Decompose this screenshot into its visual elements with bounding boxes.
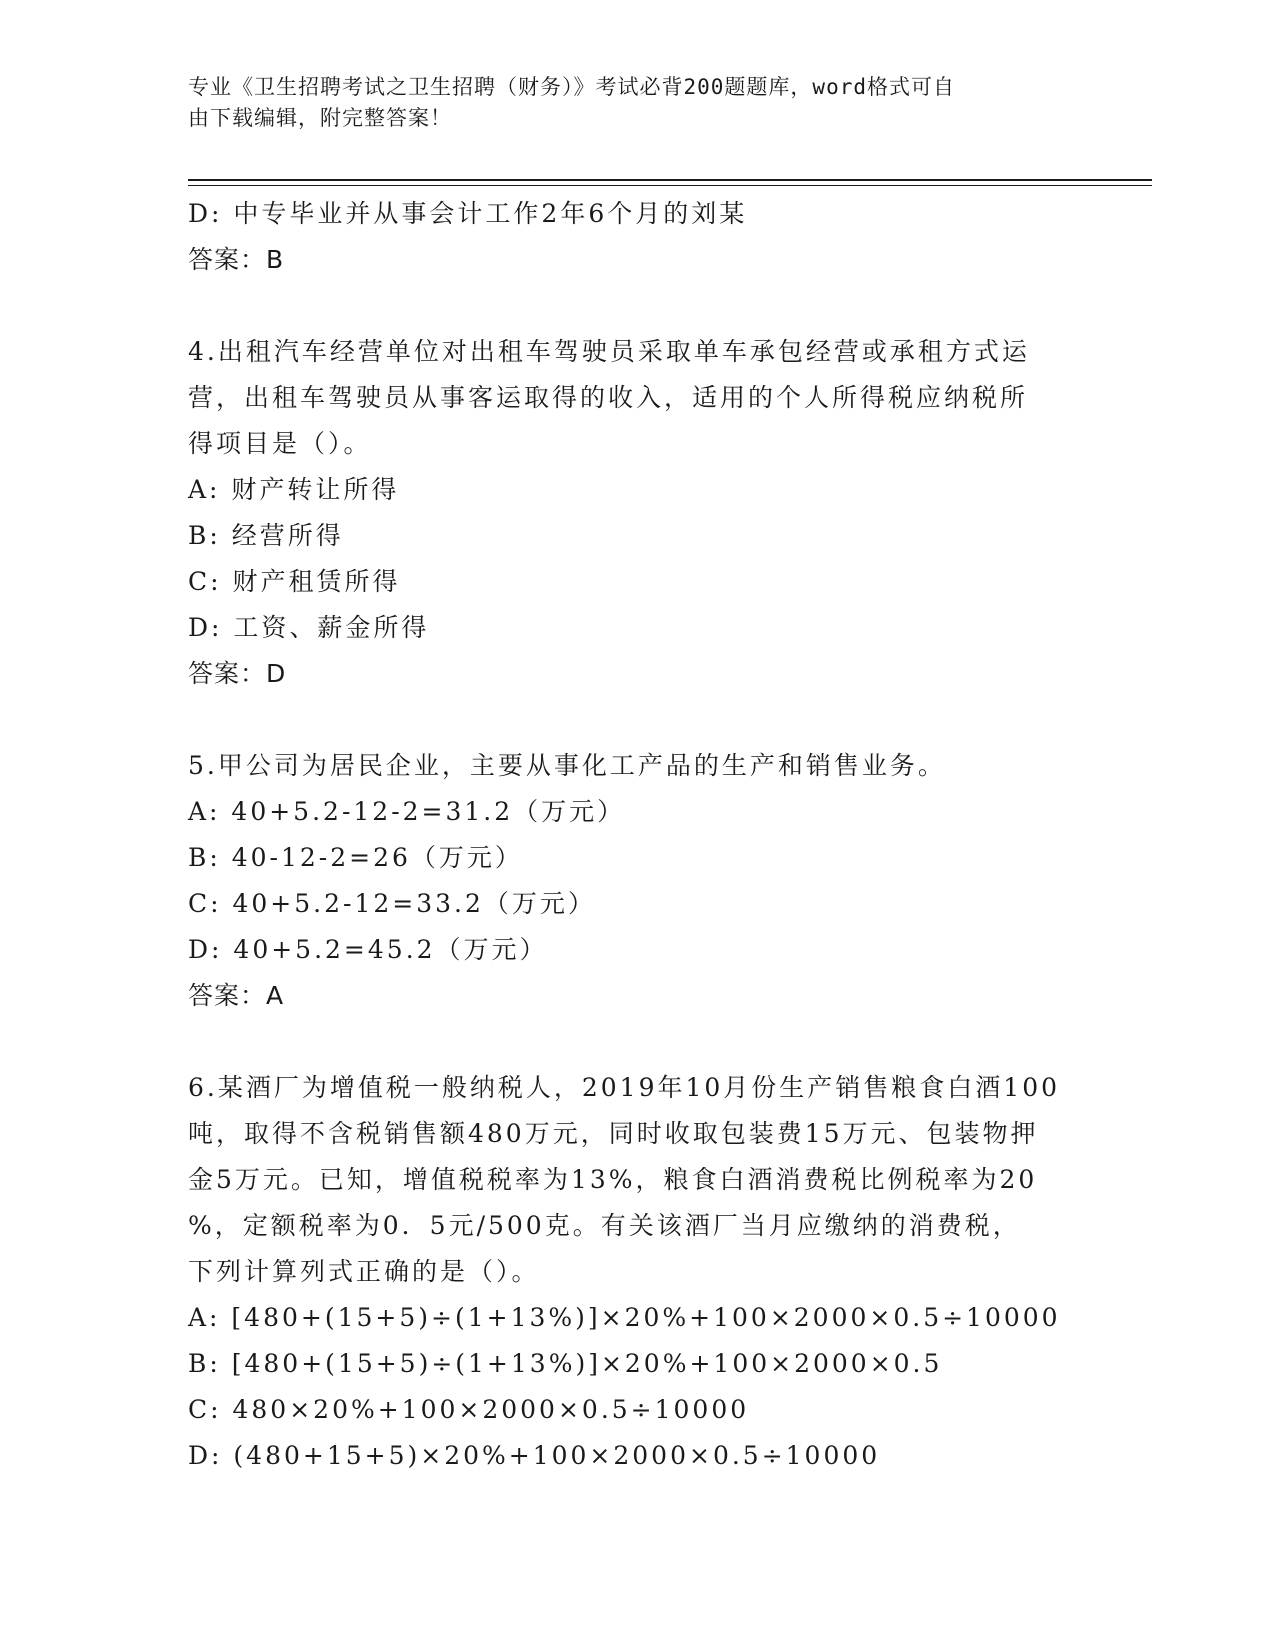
- option-c: C: 40+5.2-12=33.2（万元）: [188, 889, 596, 918]
- question-stem-line: 下列计算列式正确的是（）。: [188, 1257, 540, 1286]
- question-stem-line: %，定额税率为0．5元/500克。有关该酒厂当月应缴纳的消费税，: [188, 1211, 1021, 1240]
- spacer: [188, 1019, 1088, 1065]
- question-stem-line: 6.某酒厂为增值税一般纳税人，2019年10月份生产销售粮食白酒100: [188, 1073, 1061, 1102]
- option-b: B: [480+(15+5)÷(1+13%)]×20%+100×2000×0.5: [188, 1349, 943, 1378]
- option-c: C: 480×20%+100×2000×0.5÷10000: [188, 1395, 750, 1424]
- option-d: D: (480+15+5)×20%+100×2000×0.5÷10000: [188, 1441, 881, 1470]
- answer-line: 答案：A: [188, 981, 285, 1010]
- option-a: A: [480+(15+5)÷(1+13%)]×20%+100×2000×0.5÷10000: [188, 1303, 1061, 1332]
- question-6: [188, 1065, 1088, 1479]
- option-a: A: 40+5.2-12-2=31.2（万元）: [188, 797, 626, 826]
- question-5: [188, 743, 1088, 1019]
- answer-line: 答案：D: [188, 659, 287, 688]
- header-divider-thick: [188, 179, 1152, 181]
- option-d: D: 工资、薪金所得: [188, 613, 430, 642]
- question-stem-line: 金5万元。已知，增值税税率为13%，粮食白酒消费税比例税率为20: [188, 1165, 1038, 1194]
- header-divider-thin: [188, 185, 1152, 186]
- question-4: [188, 329, 1088, 697]
- option-d: D: 中专毕业并从事会计工作2年6个月的刘某: [188, 199, 748, 228]
- option-d: D: 40+5.2=45.2（万元）: [188, 935, 548, 964]
- header-line-2: 由下载编辑，附完整答案！: [188, 106, 452, 130]
- spacer: [188, 283, 1088, 329]
- question-stem-line: 吨，取得不含税销售额480万元，同时收取包装费15万元、包装物押: [188, 1119, 1039, 1148]
- header-line-1: 专业《卫生招聘考试之卫生招聘（财务）》考试必背200题题库，word格式可自: [188, 75, 955, 99]
- spacer: [188, 697, 1088, 743]
- document-header: [188, 72, 1068, 134]
- question-stem-line: 营，出租车驾驶员从事客运取得的收入，适用的个人所得税应纳税所: [188, 383, 1029, 412]
- question-stem-line: 得项目是（）。: [188, 429, 372, 458]
- question-3-tail: [188, 191, 1088, 283]
- option-b: B: 40-12-2=26（万元）: [188, 843, 523, 872]
- option-c: C: 财产租赁所得: [188, 567, 401, 596]
- question-stem-line: 4.出租汽车经营单位对出租车驾驶员采取单车承包经营或承租方式运: [188, 337, 1030, 366]
- answer-line: 答案：B: [188, 245, 285, 274]
- question-list: [188, 191, 1088, 1479]
- option-a: A: 财产转让所得: [188, 475, 400, 504]
- option-b: B: 经营所得: [188, 521, 344, 550]
- question-stem-line: 5.甲公司为居民企业，主要从事化工产品的生产和销售业务。: [188, 751, 946, 780]
